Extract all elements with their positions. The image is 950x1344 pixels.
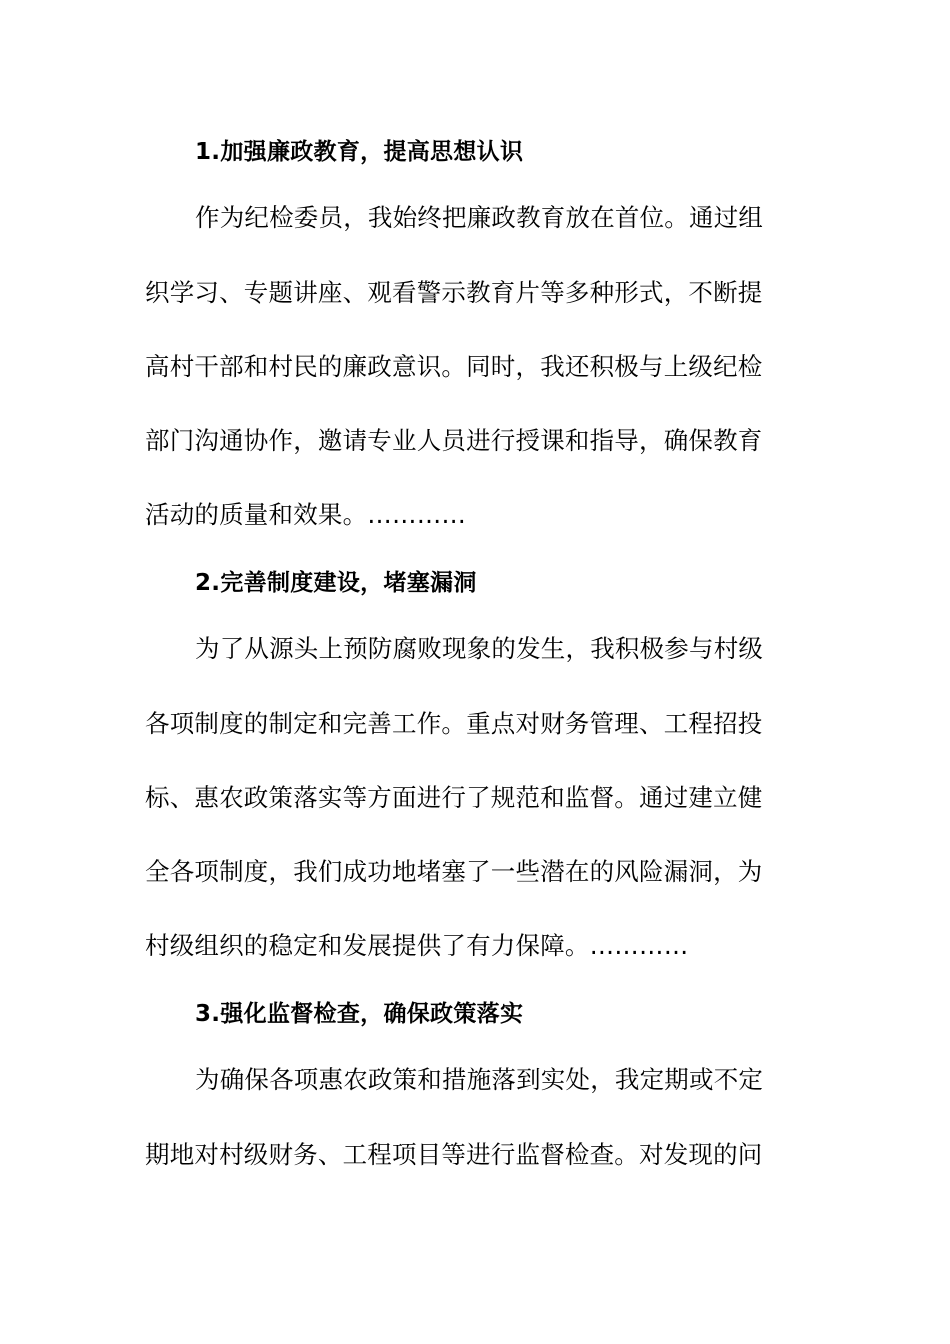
- section-1-line-3: 高村干部和村民的廉政意识。同时，我还积极与上级纪检: [145, 352, 763, 381]
- section-1-line-4: 部门沟通协作，邀请专业人员进行授课和指导，确保教育: [145, 426, 763, 455]
- section-1-line-1: 作为纪检委员，我始终把廉政教育放在首位。通过组: [195, 203, 764, 232]
- section-3-heading: 3.强化监督检查，确保政策落实: [195, 1001, 524, 1027]
- section-2-line-2: 各项制度的制定和完善工作。重点对财务管理、工程招投: [145, 709, 763, 738]
- section-2-line-4: 全各项制度，我们成功地堵塞了一些潜在的风险漏洞，为: [145, 857, 763, 886]
- section-2-line-5: 村级组织的稳定和发展提供了有力保障。…………: [145, 931, 689, 960]
- section-1-line-2: 织学习、专题讲座、观看警示教育片等多种形式，不断提: [145, 278, 763, 307]
- section-1-line-5: 活动的质量和效果。…………: [145, 500, 467, 529]
- section-2-heading: 2.完善制度建设，堵塞漏洞: [195, 570, 477, 596]
- section-2-line-3: 标、惠农政策落实等方面进行了规范和监督。通过建立健: [145, 783, 763, 812]
- section-1-heading: 1.加强廉政教育，提高思想认识: [195, 139, 524, 165]
- section-3-line-2: 期地对村级财务、工程项目等进行监督检查。对发现的问: [145, 1140, 763, 1169]
- section-2-line-1: 为了从源头上预防腐败现象的发生，我积极参与村级: [195, 634, 764, 663]
- section-3-line-1: 为确保各项惠农政策和措施落到实处，我定期或不定: [195, 1065, 764, 1094]
